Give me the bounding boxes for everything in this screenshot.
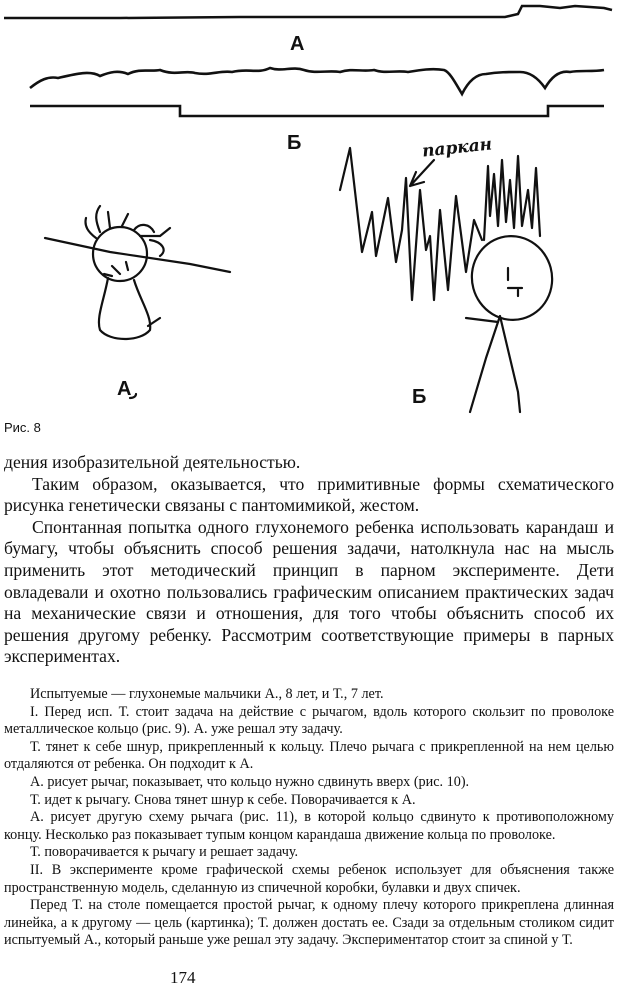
protocol-line: I. Перед исп. Т. стоит задача на действие с рычагом, вдоль которого скользит по проволоке металлическое кольцо (рис. 9). А. уже решал эту задачу. <box>4 703 614 738</box>
protocol-line: Т. поворачивается к рычагу и решает задачу. <box>30 844 299 861</box>
paragraph: Спонтанная попытка одного глухонемого ребенка использовать карандаш и бумагу, чтобы объяснить способ решения задачи, натолкнула нас на мысль применить этот методический принцип в парном эксперименте. Дети овладевали и охотно пользовались графическим описанием практических задач на механические связи и отношения, для того чтобы объяснить способ их решения другому ребенку. Рассмотрим соответствующие примеры в парных экспериментах. <box>4 516 614 667</box>
label-b-top: Б <box>287 132 302 154</box>
paragraph: Таким образом, оказывается, что примитивные формы схематического рисунка генетически связаны с пантомимикой, жестом. <box>4 473 614 516</box>
protocol-line: А. рисует рычаг, показывает, что кольцо нужно сдвинуть вверх (рис. 10). <box>30 773 470 790</box>
label-b-bottom: Б <box>412 386 427 408</box>
wave-line-a <box>4 6 612 18</box>
body-text <box>4 452 614 668</box>
figure-8-drawings <box>0 0 620 440</box>
figure-caption: Рис. 8 <box>4 420 41 435</box>
label-a-top: А <box>290 33 305 55</box>
wave-line-b-upper <box>30 68 604 94</box>
protocol-line: Испытуемые — глухонемые мальчики А., 8 лет, и Т., 7 лет. <box>30 686 384 702</box>
experiment-protocol <box>4 686 614 950</box>
paragraph-continuation: дения изобразительной деятельностью. <box>4 452 301 472</box>
page-number: 174 <box>170 968 196 987</box>
drawing-b-figure <box>340 148 562 412</box>
protocol-line: А. рисует другую схему рычага (рис. 11), в которой кольцо сдвинуто к противоположному концу. Несколько раз показывает тупым концом карандаша движение кольца по проволоке. <box>4 809 614 843</box>
protocol-line: II. В эксперименте кроме графической схемы ребенок использует для объяснения также пространственную модель, сделанную из спичечной коробки, булавки и двух спичек. <box>4 861 614 896</box>
wave-line-b-lower <box>30 106 604 116</box>
drawing-a-figure <box>45 206 230 398</box>
protocol-line: Т. тянет к себе шнур, прикрепленный к кольцу. Плечо рычага с прикрепленной на нем целью отдаляются от ребенка. Он подходит к А. <box>4 738 614 773</box>
label-a-bottom: А <box>117 378 132 400</box>
protocol-line: Перед Т. на столе помещается простой рычаг, к одному плечу которого прикреплена длинная линейка, а к другому — цель (картинка); Т. должен достать ее. Сзади за отдельным столиком сидит испытуемый А., который раньше уже решал эту задачу. Экспериментатор стоит за спиной у Т. <box>4 897 614 949</box>
annotation-parkan: паркан <box>421 134 494 162</box>
protocol-line: Т. идет к рычагу. Снова тянет шнур к себе. Поворачивается к А. <box>30 791 416 808</box>
